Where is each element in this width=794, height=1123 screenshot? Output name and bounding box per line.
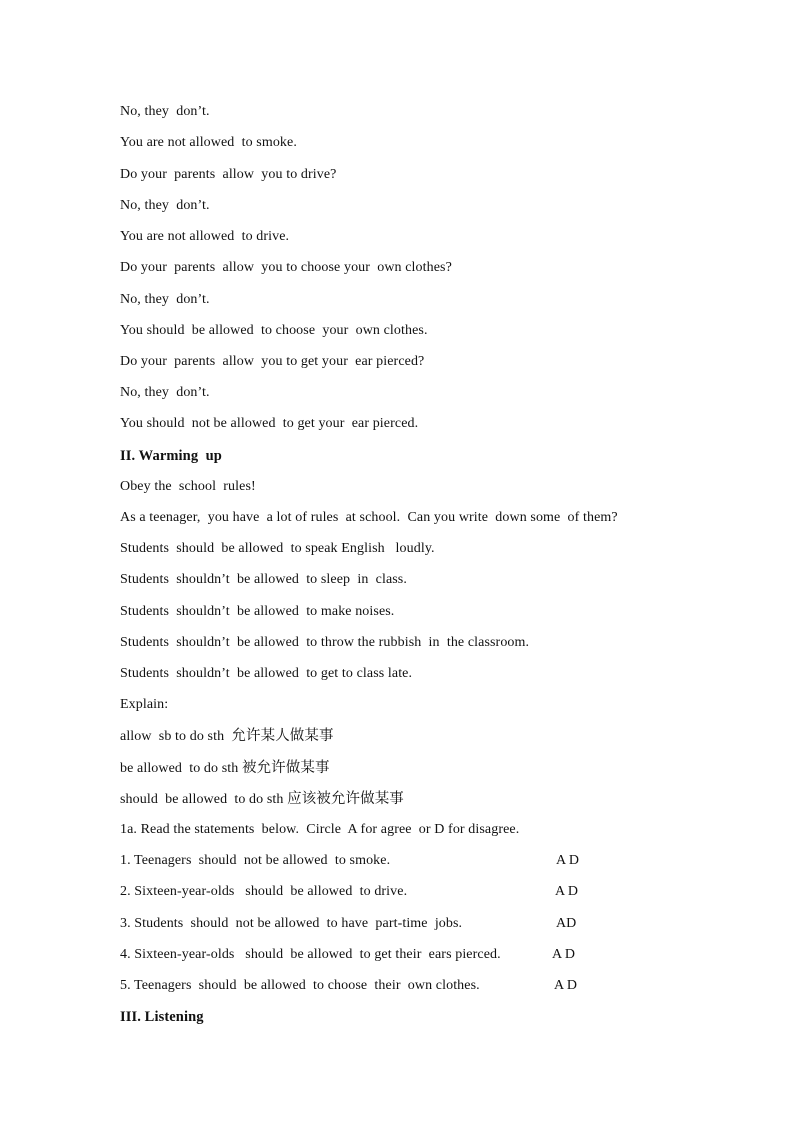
statement-text: 3. Students should not be allowed to have part-time jobs. xyxy=(120,916,463,931)
rule-line: Students shouldn’t be allowed to get to class late. xyxy=(120,666,413,681)
dialogue-line: Do your parents allow you to choose your own clothes? xyxy=(120,260,452,275)
statement-text: 4. Sixteen-year-olds should be allowed to get their ears pierced. xyxy=(120,947,501,962)
intro-line: As a teenager, you have a lot of rules at school. Can you write down some of them? xyxy=(120,510,618,525)
dialogue-line: You are not allowed to smoke. xyxy=(120,135,297,150)
statement-choice: A D xyxy=(556,853,579,868)
rule-line: Students shouldn’t be allowed to make noises. xyxy=(120,604,395,619)
dialogue-line: No, they don’t. xyxy=(120,104,210,119)
explain-english: should be allowed to do sth xyxy=(120,792,288,807)
dialogue-line: No, they don’t. xyxy=(120,385,210,400)
dialogue-line: You should be allowed to choose your own clothes. xyxy=(120,323,428,338)
statement-choice: A D xyxy=(552,947,575,962)
explain-chinese: 应该被允许做某事 xyxy=(287,791,404,807)
dialogue-line: You should not be allowed to get your ear pierced. xyxy=(120,416,419,431)
explain-label: Explain: xyxy=(120,697,169,712)
statement-text: 1. Teenagers should not be allowed to smoke. xyxy=(120,853,391,868)
task-instruction: 1a. Read the statements below. Circle A for agree or D for disagree. xyxy=(120,822,520,837)
intro-line: Obey the school rules! xyxy=(120,479,256,494)
statement-text: 2. Sixteen-year-olds should be allowed to drive. xyxy=(120,884,408,899)
explain-line xyxy=(120,727,334,746)
dialogue-line: Do your parents allow you to drive? xyxy=(120,167,337,182)
section-heading-listening: III. Listening xyxy=(120,1009,204,1025)
dialogue-line: You are not allowed to drive. xyxy=(120,229,290,244)
section-heading-warming-up: II. Warming up xyxy=(120,448,222,464)
rule-line: Students should be allowed to speak English loudly. xyxy=(120,541,435,556)
rule-line: Students shouldn’t be allowed to sleep in class. xyxy=(120,572,407,587)
explain-english: allow sb to do sth xyxy=(120,729,232,744)
dialogue-line: Do your parents allow you to get your ear pierced? xyxy=(120,354,425,369)
explain-line xyxy=(120,790,404,809)
explain-english: be allowed to do sth xyxy=(120,761,242,776)
statement-text: 5. Teenagers should be allowed to choose their own clothes. xyxy=(120,978,480,993)
explain-chinese: 允许某人做某事 xyxy=(231,728,334,744)
explain-chinese: 被允许做某事 xyxy=(241,760,330,776)
dialogue-line: No, they don’t. xyxy=(120,292,210,307)
rule-line: Students shouldn’t be allowed to throw the rubbish in the classroom. xyxy=(120,635,530,650)
statement-choice: AD xyxy=(556,916,577,931)
statement-choice: A D xyxy=(555,884,578,899)
statement-choice: A D xyxy=(554,978,577,993)
explain-line xyxy=(120,759,330,778)
dialogue-line: No, they don’t. xyxy=(120,198,210,213)
